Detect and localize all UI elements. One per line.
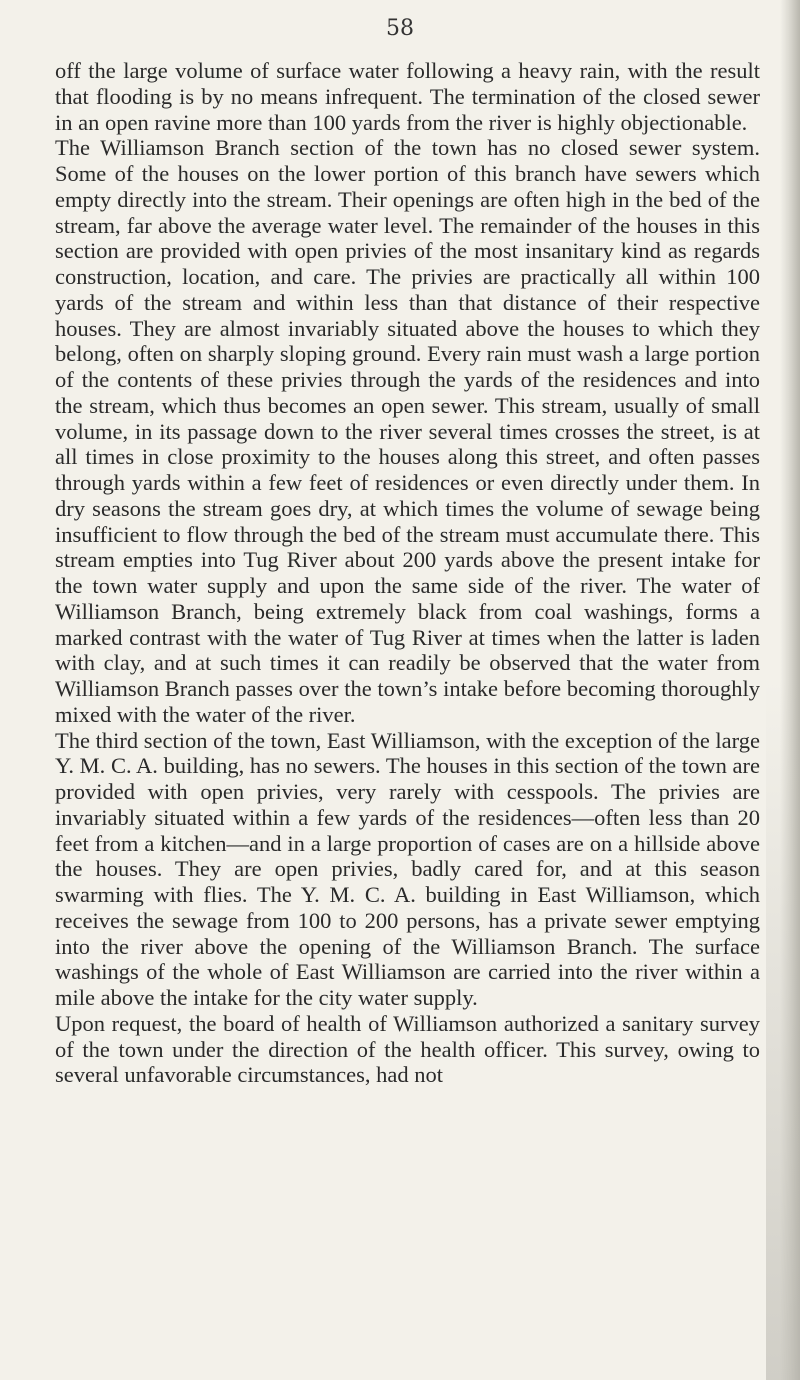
paragraph: Upon request, the board of health of Williamson authorized a sanitary survey of the town under the direction of the health officer. This survey, owing to several unfavorable circumstances, had not [55,1010,760,1088]
page-corner-shadow [766,680,800,1380]
paragraph: The Williamson Branch section of the town has no closed sewer system. Some of the houses on the lower portion of this branch have sewers which empty directly into the stream. Their openings are often high in the bed of the stream, far above the average water level. The remainder of the houses in this section are provided with open privies of the most insanitary kind as regards construction, location, and care. The privies are practically all within 100 yards of the stream and within less than that distance of their respective houses. They are almost invariably situated above the houses to which they belong, often on sharply sloping ground. Every rain must wash a large portion of the contents of these privies through the yards of the residences and into the stream, which thus becomes an open sewer. This stream, usually of small volume, in its passage down to the river several times crosses the street, is at all times in close proximity to the houses along this street, and often passes through yards within a few feet of residences or even directly under them. In dry seasons the stream goes dry, at which times the volume of sewage being insufficient to flow through the bed of the stream must accumulate there. This stream empties into Tug River about 200 yards above the present intake for the town water supply and upon the same side of the river. The water of Williamson Branch, being extremely black from coal washings, forms a marked contrast with the water of Tug River at times when the latter is laden with clay, and at such times it can readily be observed that the water from Williamson Branch passes over the town’s intake before becoming thoroughly mixed with the water of the river. [55,135,760,727]
body-text [55,58,760,1088]
paragraph: The third section of the town, East Williamson, with the exception of the large Y. M. C. A. building, has no sewers. The houses in this section of the town are provided with open privies, very rarely with cesspools. The privies are invariably situated within a few yards of the residences—often less than 20 feet from a kitchen—and in a large proportion of cases are on a hillside above the houses. They are open privies, badly cared for, and at this season swarming with flies. The Y. M. C. A. building in East Williamson, which receives the sewage from 100 to 200 persons, has a private sewer emptying into the river above the opening of the Williamson Branch. The surface washings of the whole of East Williamson are carried into the river within a mile above the intake for the city water supply. [55,727,760,1010]
page-number: 58 [386,16,414,41]
paragraph: off the large volume of surface water following a heavy rain, with the result that flooding is by no means infrequent. The termination of the closed sewer in an open ravine more than 100 yards from the river is highly objectionable. [55,58,760,135]
